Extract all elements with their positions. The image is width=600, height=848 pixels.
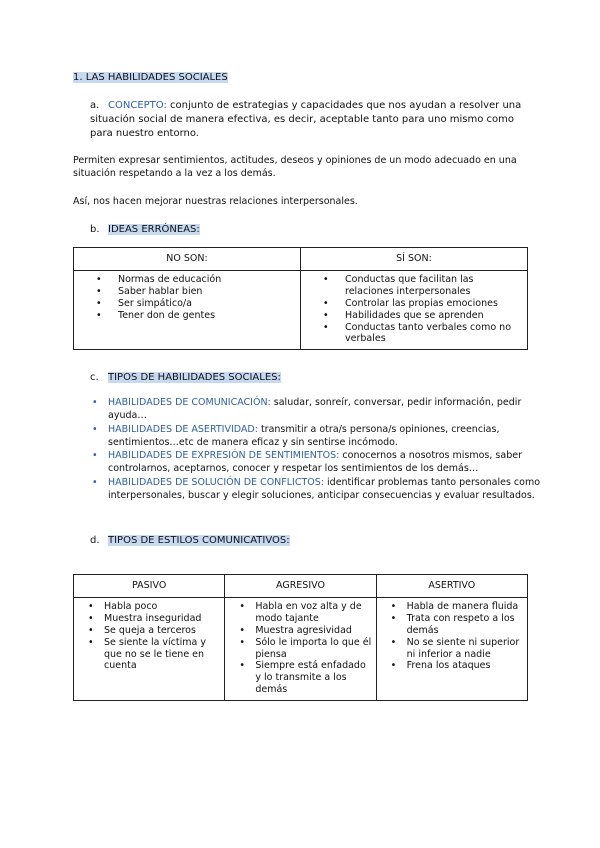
list-item: • Siempre está enfadado y lo transmite a los demás (255, 660, 371, 696)
list-item: • Conductas tanto verbales como no verbales (345, 322, 523, 346)
list-item: • Sólo le importa lo que él piensa (255, 637, 371, 661)
type-term: HABILIDADES DE COMUNICACIÓN: (108, 397, 271, 408)
list-item: • Controlar las propias emociones (345, 298, 523, 310)
yes-cell (301, 271, 528, 350)
types-list (90, 396, 548, 502)
list-item: • Se siente la víctima y que no se le tiene en cuenta (104, 637, 220, 673)
concept-text: conjunto de estrategias y capacidades que nos ayudan a resolver una situación social de manera efectiva, es decir, aceptable tanto para uno mismo como para nuestro entorno. (90, 100, 522, 140)
styles-title: TIPOS DE ESTILOS COMUNICATIVOS: (108, 535, 290, 546)
wrong-ideas-table (73, 247, 528, 350)
type-text: transmitir a otra/s persona/s opiniones, creencias, sentimientos…etc de manera eficaz y sin sentirse incómodo. (108, 423, 500, 448)
types-heading (90, 371, 281, 385)
pasivo-cell (74, 598, 225, 701)
list-item: • Trata con respeto a los demás (407, 613, 523, 637)
list-item: • Conductas que facilitan las relaciones interpersonales (345, 274, 523, 298)
col-header-pasivo: PASIVO (74, 575, 225, 598)
list-item (108, 449, 548, 476)
concept-term: CONCEPTO: (108, 100, 167, 111)
type-text: conocernos a nosotros mismos, saber controlarnos, aceptarnos, conocer y respetar los sentimientos de los demás… (108, 450, 522, 475)
list-item: • Frena los ataques (407, 660, 523, 672)
list-item (108, 476, 548, 503)
wrong-ideas-title: IDEAS ERRÓNEAS: (108, 224, 200, 235)
list-item (108, 423, 548, 450)
list-item: • Tener don de gentes (118, 310, 296, 322)
type-term: HABILIDADES DE EXPRESIÓN DE SENTIMIENTOS: (108, 450, 340, 462)
type-term: HABILIDADES DE ASERTIVIDAD: (108, 423, 258, 435)
col-header-agresivo: AGRESIVO (225, 575, 376, 598)
col-header-no: NO SON: (74, 248, 301, 271)
asertivo-cell (376, 598, 527, 701)
col-header-yes: SÍ SON: (301, 248, 528, 271)
type-term: HABILIDADES DE SOLUCIÓN DE CONFLICTOS: (108, 476, 324, 488)
list-item: • Habla en voz alta y de modo tajante (255, 601, 371, 625)
list-item: • Se queja a terceros (104, 625, 220, 637)
wrong-ideas-heading (90, 223, 200, 237)
list-item: • Ser simpático/a (118, 298, 296, 310)
agresivo-cell (225, 598, 376, 701)
types-label: c. (90, 372, 99, 383)
concept-block (90, 99, 530, 142)
types-title: TIPOS DE HABILIDADES SOCIALES: (108, 372, 281, 383)
list-item: • Muestra agresividad (255, 625, 371, 637)
list-item: • Muestra inseguridad (104, 613, 220, 625)
paragraph-1: Permiten expresar sentimientos, actitudes, deseos y opiniones de un modo adecuado en una situación respetando a la vez a los demás. (73, 155, 517, 180)
list-item: • Normas de educación (118, 274, 296, 286)
section-heading-text: 1. LAS HABILIDADES SOCIALES (73, 72, 228, 83)
col-header-asertivo: ASERTIVO (376, 575, 527, 598)
list-item: • No se siente ni superior ni inferior a nadie (407, 637, 523, 661)
list-item (108, 396, 548, 423)
styles-heading (90, 534, 290, 548)
type-text: identificar problemas tanto personales como interpersonales, buscar y elegir soluciones, anticipar consecuencias y evaluar resultados. (108, 476, 541, 502)
section-heading (73, 71, 228, 85)
list-item: • Habla de manera fluida (407, 601, 523, 613)
list-item: • Saber hablar bien (118, 286, 296, 298)
wrong-ideas-label: b. (90, 224, 100, 235)
list-item: • Habla poco (104, 601, 220, 613)
styles-table (73, 574, 528, 701)
type-text: saludar, sonreír, conversar, pedir información, pedir ayuda… (108, 397, 522, 422)
no-cell (74, 271, 301, 350)
concept-label: a. (90, 100, 100, 111)
styles-label: d. (90, 535, 100, 546)
paragraph-2: Así, nos hacen mejorar nuestras relaciones interpersonales. (73, 196, 358, 207)
list-item: • Habilidades que se aprenden (345, 310, 523, 322)
